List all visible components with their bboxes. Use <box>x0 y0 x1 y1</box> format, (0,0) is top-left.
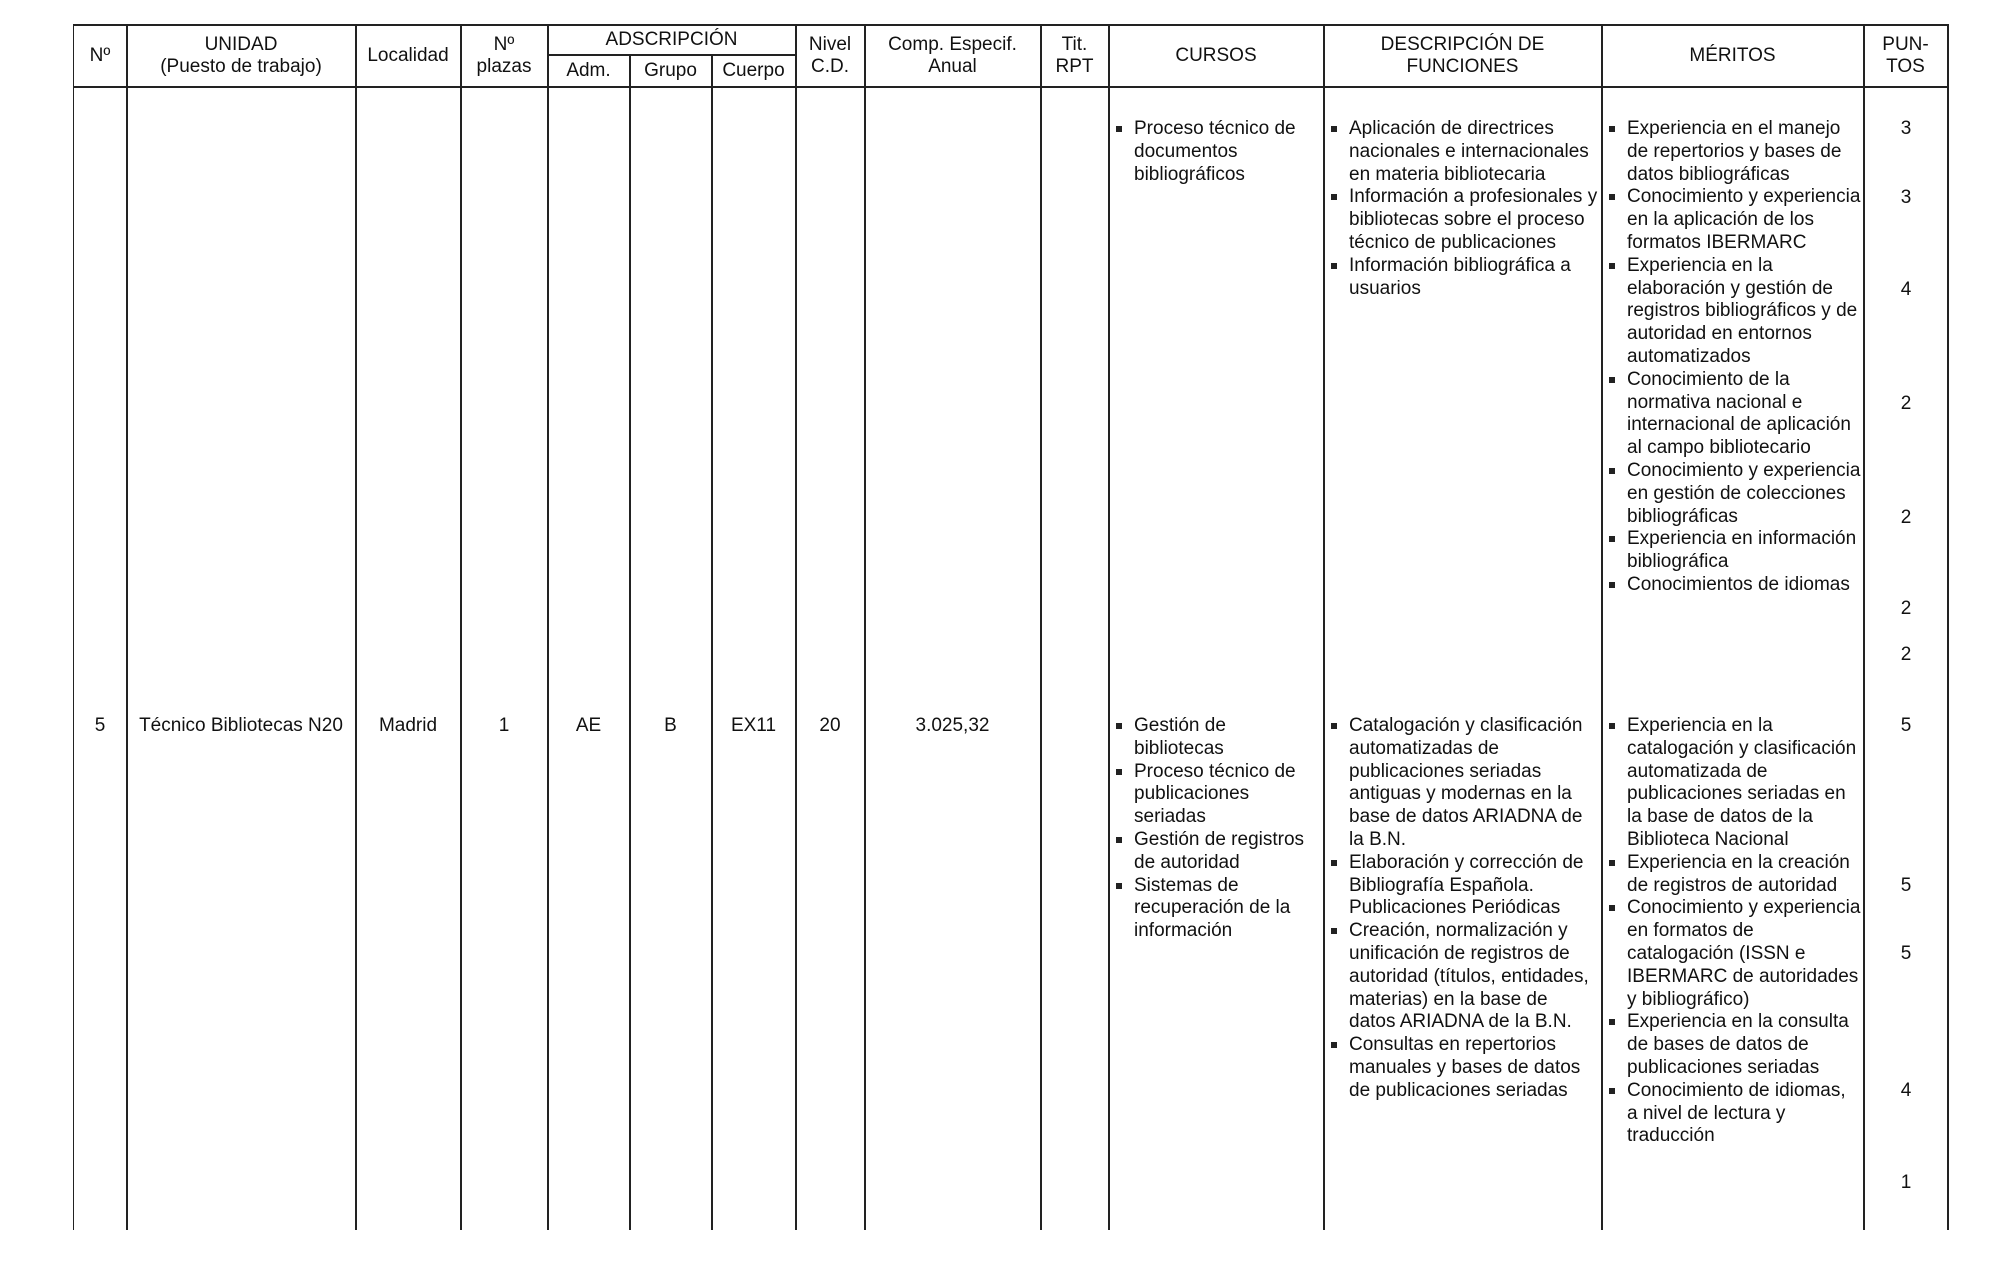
header-tit-rpt <box>1041 26 1108 86</box>
header-tit-line1: Tit. <box>1061 34 1088 55</box>
header-comp-line1: Comp. Especif. <box>888 34 1017 55</box>
col-border <box>629 54 631 1230</box>
header-comp-especif <box>865 26 1040 86</box>
col-border <box>1108 24 1110 1230</box>
header-unidad-sub: (Puesto de trabajo) <box>160 56 322 77</box>
row-5-nivel: 20 <box>819 715 841 736</box>
list-item: Conocimiento y experiencia en formatos de catalogación (ISSN e IBERMARC de autoridades y bibliográfico) <box>1605 897 1861 1011</box>
header-funciones <box>1324 26 1601 86</box>
row-a-puntos: 2 <box>1900 644 1912 665</box>
col-border <box>126 24 128 1230</box>
header-adm-label: Adm. <box>566 60 611 81</box>
col-border <box>864 24 866 1230</box>
header-tit-line2: RPT <box>1055 56 1094 77</box>
header-adm <box>548 56 629 86</box>
col-border <box>460 24 462 1230</box>
header-cursos <box>1109 26 1323 86</box>
row-5-adm: AE <box>575 715 602 736</box>
col-border <box>355 24 357 1230</box>
header-nivel-line2: C.D. <box>811 56 849 77</box>
row-5-no: 5 <box>94 715 106 736</box>
row-a-puntos: 2 <box>1900 598 1912 619</box>
row-5-puntos: 1 <box>1900 1172 1912 1193</box>
header-grupo <box>630 56 711 86</box>
col-border <box>1601 24 1603 1230</box>
row-5-plazas: 1 <box>498 715 510 736</box>
row-5-puntos: 5 <box>1900 715 1912 736</box>
list-item: Experiencia en la catalogación y clasificación automatizada de publicaciones seriadas en la base de datos de la Biblioteca Nacional <box>1605 715 1861 852</box>
header-nivel <box>796 26 864 86</box>
list-item: Experiencia en el manejo de repertorios y bases de datos bibliográficas <box>1605 118 1861 186</box>
header-puntos-line2: TOS <box>1886 56 1925 77</box>
row-a-puntos: 3 <box>1900 187 1912 208</box>
header-unidad-label: UNIDAD <box>204 34 278 55</box>
header-grupo-label: Grupo <box>644 60 697 81</box>
row-a-cursos <box>1112 118 1320 186</box>
list-item: Conocimiento y experiencia en la aplicación de los formatos IBERMARC <box>1605 186 1861 254</box>
row-5-cuerpo: EX11 <box>730 715 777 736</box>
row-a-funciones <box>1327 118 1599 300</box>
col-border <box>1040 24 1042 1230</box>
row-5-puntos: 5 <box>1900 875 1912 896</box>
row-a-puntos: 3 <box>1900 118 1912 139</box>
header-comp-line2: Anual <box>928 56 977 77</box>
col-border <box>795 24 797 1230</box>
header-meritos <box>1602 26 1863 86</box>
header-unidad <box>127 26 355 86</box>
list-item: Información a profesionales y bibliotecas sobre el proceso técnico de publicaciones <box>1327 186 1599 254</box>
list-item: Creación, normalización y unificación de registros de autoridad (títulos, entidades, materias) en la base de datos ARIADNA de la B.N. <box>1327 920 1599 1034</box>
header-cuerpo-label: Cuerpo <box>722 60 785 81</box>
col-border <box>73 24 74 1230</box>
row-5-meritos <box>1605 715 1861 1148</box>
header-adscripcion <box>548 26 795 54</box>
list-item: Proceso técnico de publicaciones seriadas <box>1112 761 1320 829</box>
header-plazas <box>461 26 547 86</box>
row-a-meritos <box>1605 118 1861 597</box>
header-adscripcion-label: ADSCRIPCIÓN <box>605 29 738 50</box>
list-item: Aplicación de directrices nacionales e internacionales en materia bibliotecaria <box>1327 118 1599 186</box>
header-no <box>74 26 126 86</box>
header-meritos-label: MÉRITOS <box>1689 45 1776 66</box>
list-item: Gestión de registros de autoridad <box>1112 829 1320 875</box>
header-plazas-line2: plazas <box>476 56 532 77</box>
header-no-label: Nº <box>89 45 111 66</box>
list-item: Experiencia en la consulta de bases de datos de publicaciones seriadas <box>1605 1011 1861 1079</box>
list-item: Conocimiento de la normativa nacional e internacional de aplicación al campo bibliotecario <box>1605 369 1861 460</box>
list-item: Conocimiento y experiencia en gestión de colecciones bibliográficas <box>1605 460 1861 528</box>
row-a-puntos: 2 <box>1900 507 1912 528</box>
row-5-localidad: Madrid <box>378 715 438 736</box>
header-cursos-label: CURSOS <box>1175 45 1257 66</box>
header-nivel-line1: Nivel <box>808 34 852 55</box>
list-item: Experiencia en información bibliográfica <box>1605 528 1861 574</box>
list-item: Proceso técnico de documentos bibliográficos <box>1112 118 1320 186</box>
list-item: Catalogación y clasificación automatizadas de publicaciones seriadas antiguas y modernas en la base de datos ARIADNA de la B.N. <box>1327 715 1599 852</box>
row-5-grupo: B <box>664 715 677 736</box>
header-plazas-line1: Nº <box>493 34 515 55</box>
list-item: Experiencia en la creación de registros de autoridad <box>1605 852 1861 898</box>
header-cuerpo <box>712 56 795 86</box>
header-localidad <box>356 26 460 86</box>
list-item: Conocimiento de idiomas, a nivel de lectura y traducción <box>1605 1080 1861 1148</box>
list-item: Experiencia en la elaboración y gestión de registros bibliográficos y de autoridad en entornos automatizados <box>1605 255 1861 369</box>
header-funciones-line2: FUNCIONES <box>1406 56 1519 77</box>
row-5-puntos: 4 <box>1900 1080 1912 1101</box>
header-puntos <box>1864 26 1947 86</box>
list-item: Consultas en repertorios manuales y bases de datos de publicaciones seriadas <box>1327 1034 1599 1102</box>
list-item: Elaboración y corrección de Bibliografía Española. Publicaciones Periódicas <box>1327 852 1599 920</box>
row-a-puntos: 2 <box>1900 393 1912 414</box>
header-localidad-label: Localidad <box>367 45 449 66</box>
col-border <box>547 24 549 1230</box>
list-item: Información bibliográfica a usuarios <box>1327 255 1599 301</box>
row-5-comp-especif: 3.025,32 <box>915 715 990 736</box>
list-item: Gestión de bibliotecas <box>1112 715 1320 761</box>
header-funciones-line1: DESCRIPCIÓN DE <box>1380 34 1545 55</box>
list-item: Conocimientos de idiomas <box>1605 574 1861 597</box>
row-a-puntos: 4 <box>1900 279 1912 300</box>
row-5-cursos <box>1112 715 1320 943</box>
col-border <box>1323 24 1325 1230</box>
row-5-funciones <box>1327 715 1599 1103</box>
header-puntos-line1: PUN- <box>1882 34 1929 55</box>
row-5-unidad: Técnico Bibliotecas N20 <box>139 715 343 736</box>
col-border <box>711 54 713 1230</box>
list-item: Sistemas de recuperación de la información <box>1112 875 1320 943</box>
row-5-puntos: 5 <box>1900 943 1912 964</box>
